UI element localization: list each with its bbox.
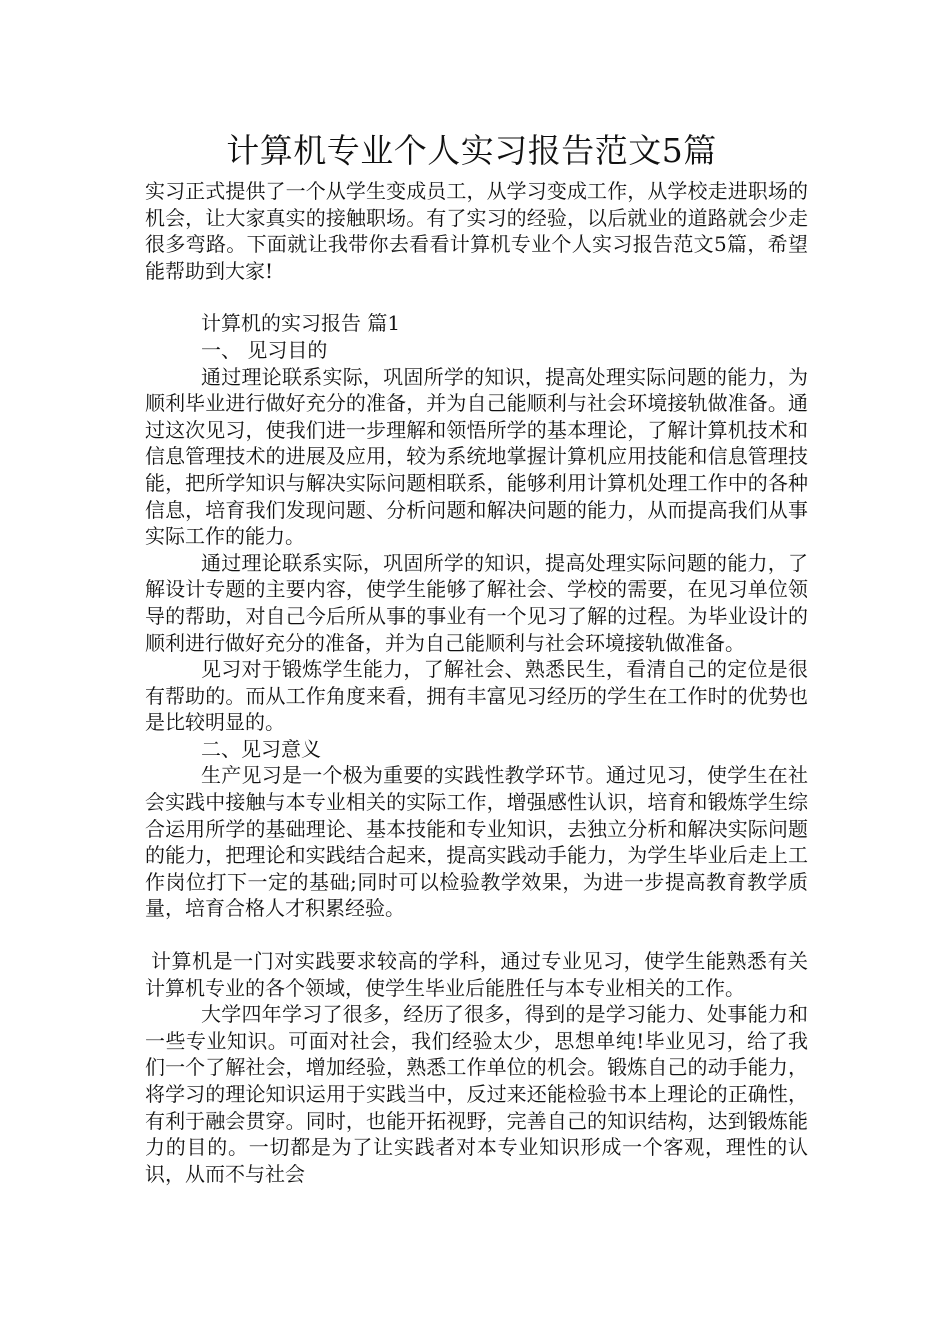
intro-paragraph: 实习正式提供了一个从学生变成员工，从学习变成工作，从学校走进职场的机会，让大家真实的接触职场。有了实习的经验，以后就业的道路就会少走很多弯路。下面就让我带你去看看计算机专业个人实习报告范文5篇，希望能帮助到大家!: [145, 179, 808, 283]
document-page: [145, 128, 808, 1187]
blank-line: [145, 284, 808, 310]
heading-significance: 二、见习意义: [201, 736, 321, 761]
body-paragraph-5: 计算机是一门对实践要求较高的学科，通过专业见习，使学生能熟悉有关计算机专业的各个领域，使学生毕业后能胜任与本专业相关的工作。: [145, 949, 808, 1000]
heading-purpose: 一、 见习目的: [201, 337, 328, 362]
document-title: 计算机专业个人实习报告范文5篇: [226, 131, 717, 170]
body-paragraph-4: 生产见习是一个极为重要的实践性教学环节。通过见习，使学生在社会实践中接触与本专业相关的实际工作，增强感性认识，培育和锻炼学生综合运用所学的基础理论、基本技能和专业知识，去独立分析和解决实际问题的能力，把理论和实践结合起来，提高实践动手能力，为学生毕业后走上工作岗位打下一定的基础;同时可以检验教学效果，为进一步提高教育教学质量，培育合格人才积累经验。: [145, 763, 808, 921]
body-paragraph-3: 见习对于锻炼学生能力，了解社会、熟悉民生，看清自己的定位是很有帮助的。而从工作角度来看，拥有丰富见习经历的学生在工作时的优势也是比较明显的。: [145, 657, 808, 735]
body-paragraph-2: 通过理论联系实际，巩固所学的知识，提高处理实际问题的能力，了解设计专题的主要内容，使学生能够了解社会、学校的需要，在见习单位领导的帮助，对自己今后所从事的事业有一个见习了解的过程。为毕业设计的顺利进行做好充分的准备，并为自己能顺利与社会环境接轨做准备。: [145, 550, 808, 655]
section-title: 计算机的实习报告 篇1: [201, 311, 401, 336]
body-paragraph-1: 通过理论联系实际，巩固所学的知识，提高处理实际问题的能力，为顺利毕业进行做好充分的准备，并为自己能顺利与社会环境接轨做准备。通过这次见习，使我们进一步理解和领悟所学的基本理论，了解计算机技术和信息管理技术的进展及应用，较为系统地掌握计算机应用技能和信息管理技能，把所学知识与解决实际问题相联系，能够利用计算机处理工作中的各种信息，培育我们发现问题、分析问题和解决问题的能力，从而提高我们从事实际工作的能力。: [145, 364, 808, 549]
body-paragraph-6: 大学四年学习了很多，经历了很多，得到的是学习能力、处事能力和一些专业知识。可面对社会，我们经验太少，思想单纯!毕业见习，给了我们一个了解社会，增加经验，熟悉工作单位的机会。锻炼自己的动手能力，将学习的理论知识运用于实践当中，反过来还能检验书本上理论的正确性，有利于融会贯穿。同时，也能开拓视野，完善自己的知识结构，达到锻炼能力的目的。一切都是为了让实践者对本专业知识形成一个客观，理性的认识，从而不与社会: [145, 1002, 808, 1186]
blank-line: [145, 922, 808, 948]
